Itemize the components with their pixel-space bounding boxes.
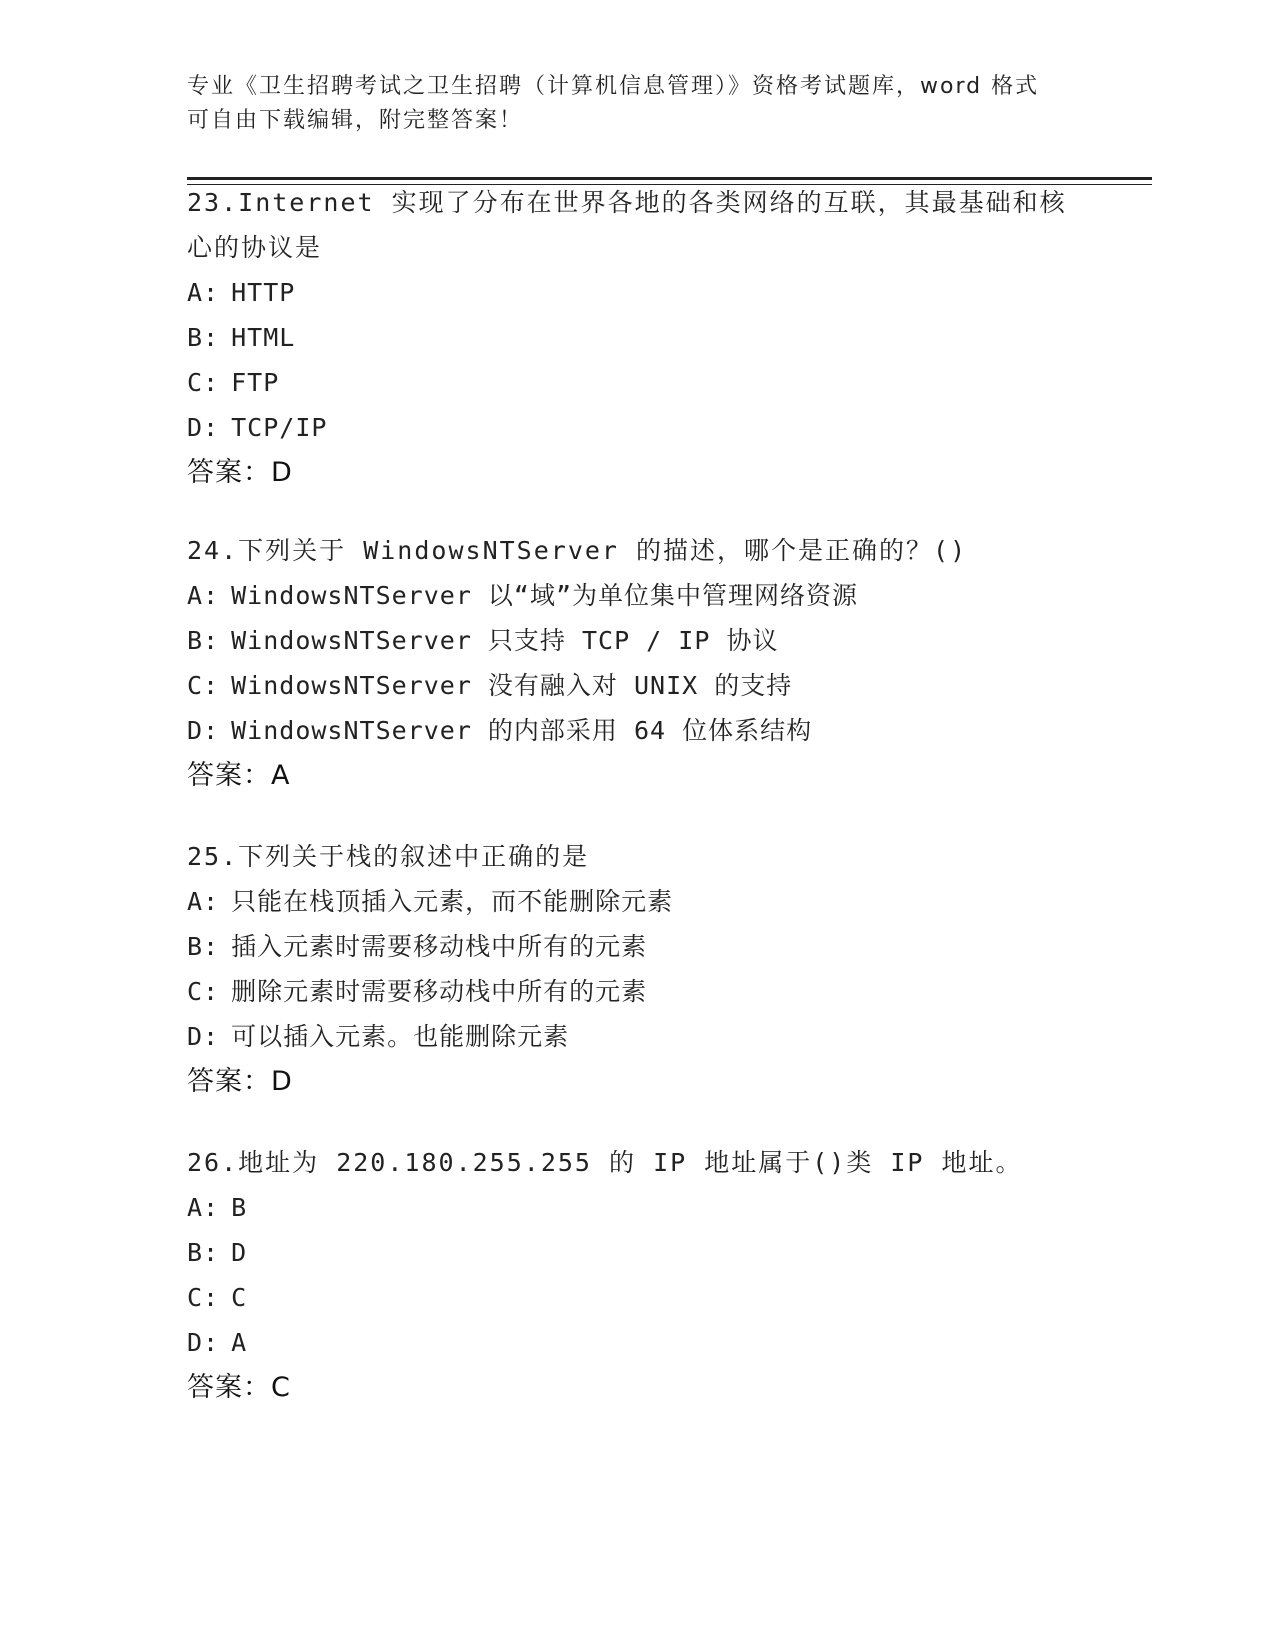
question-stem: 24.下列关于 WindowsNTServer 的描述，哪个是正确的？() [187,536,968,565]
option-c [187,1275,1087,1320]
option-letter: D: [187,1328,220,1357]
option-letter: D: [187,1022,220,1051]
option-letter: C: [187,368,220,397]
option-a [187,879,1087,924]
answer-value: D [271,1066,293,1097]
option-letter: B: [187,323,220,352]
question-25 [187,834,1087,1104]
option-text: 可以插入元素。也能删除元素 [231,1022,570,1051]
option-d [187,405,1087,450]
option-a [187,1185,1087,1230]
option-letter: D: [187,413,220,442]
answer-label: 答案： [187,1372,271,1403]
option-letter: C: [187,977,220,1006]
option-text: 只能在栈顶插入元素，而不能删除元素 [231,887,674,916]
answer-line [187,1059,1087,1104]
answer-label: 答案： [187,760,271,791]
question-stem: 26.地址为 220.180.255.255 的 IP 地址属于()类 IP 地址。 [187,1148,1023,1177]
option-d [187,1320,1087,1365]
option-letter: D: [187,716,220,745]
header-line-1: 专业《卫生招聘考试之卫生招聘（计算机信息管理）》资格考试题库，word 格式 [187,74,1040,99]
option-b [187,315,1087,360]
option-letter: A: [187,581,220,610]
option-text: 删除元素时需要移动栈中所有的元素 [231,977,648,1006]
question-stem-continued: 心的协议是 [187,233,323,262]
answer-value: D [271,457,293,488]
option-text: A [231,1328,248,1357]
option-letter: A: [187,1193,220,1222]
answer-label: 答案： [187,457,271,488]
option-letter: C: [187,671,220,700]
option-b [187,618,1087,663]
answer-value: A [271,760,291,791]
option-text: D [231,1238,248,1267]
option-text: FTP [231,368,280,397]
answer-value: C [271,1372,291,1403]
option-d [187,708,1087,753]
option-c [187,663,1087,708]
option-c [187,969,1087,1014]
option-letter: A: [187,887,220,916]
question-26 [187,1140,1087,1410]
option-text: WindowsNTServer 没有融入对 UNIX 的支持 [231,671,793,700]
option-letter: B: [187,1238,220,1267]
option-b [187,1230,1087,1275]
option-d [187,1014,1087,1059]
option-letter: B: [187,626,220,655]
document-header [187,70,1087,138]
answer-line [187,753,1087,798]
question-24 [187,528,1087,798]
option-text: TCP/IP [231,413,328,442]
option-letter: C: [187,1283,220,1312]
option-c [187,360,1087,405]
option-text: WindowsNTServer 只支持 TCP / IP 协议 [231,626,779,655]
answer-line [187,450,1087,495]
option-text: HTML [231,323,296,352]
option-a [187,270,1087,315]
answer-label: 答案： [187,1066,271,1097]
question-23 [187,180,1087,495]
question-stem: 23.Internet 实现了分布在世界各地的各类网络的互联，其最基础和核 [187,188,1067,217]
header-line-2: 可自由下载编辑，附完整答案！ [187,108,524,133]
option-letter: B: [187,932,220,961]
option-text: WindowsNTServer 的内部采用 64 位体系结构 [231,716,813,745]
answer-line [187,1365,1087,1410]
option-text: 插入元素时需要移动栈中所有的元素 [231,932,648,961]
option-a [187,573,1087,618]
option-letter: A: [187,278,220,307]
question-stem: 25.下列关于栈的叙述中正确的是 [187,842,590,871]
option-b [187,924,1087,969]
option-text: WindowsNTServer 以“域”为单位集中管理网络资源 [231,581,859,610]
option-text: B [231,1193,248,1222]
option-text: HTTP [231,278,296,307]
option-text: C [231,1283,248,1312]
